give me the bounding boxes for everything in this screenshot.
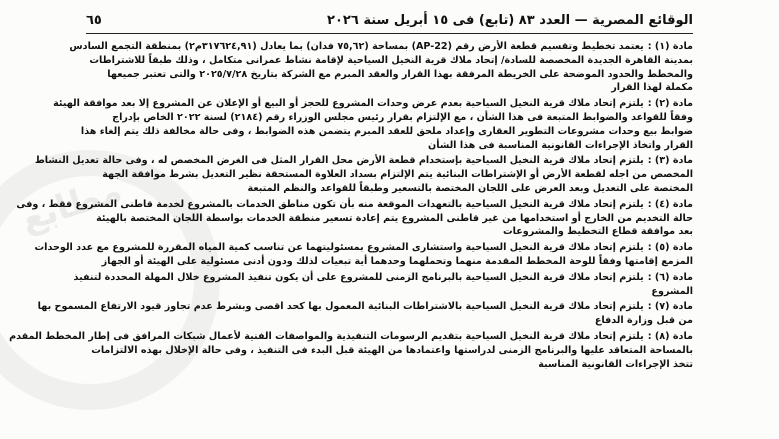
article-line (86, 285, 693, 299)
article-line (80, 125, 693, 139)
article-text: يعتمد تخطيط وتقسيم قطعة الأرض رقم (AP-22) بمساحة (٧٥,٦٢ فدان) بما يعادل (٣١٧٦٢٤,٩١م٢) بمنطقة التجمع السادس (69, 41, 644, 52)
watermark-text: مطابع (16, 170, 127, 240)
article-label: مادة (٨) : (647, 330, 693, 342)
article-line (86, 225, 693, 239)
article-text: من قبل وزارة الدفاع (594, 315, 693, 327)
article-text: بمدينة القاهرة الجديدة المخصصة للسادة/ إتحاد ملاك قرية النخيل السياحية لإقامة نشاط عمرانى متكامل ، وذلك طبقاً للاشتراطات (89, 54, 693, 66)
article-text: المزمع إقامتها وفقاً للوحة المخطط المقدمة منهما وتحملهما وحدهما أية تبعيات لذلك ودون أدنى مسئولية على الهيئة أو الجهاز (101, 255, 693, 267)
page-number: ٦٥ (86, 12, 102, 28)
article-line (86, 81, 693, 95)
page-header (86, 10, 693, 30)
article-line (86, 182, 693, 196)
article-line (86, 54, 693, 68)
article-line (73, 271, 693, 285)
article (69, 40, 693, 95)
article-text: المختصة على التعديل وبعد العرض على اللجان المختصة بالتسعير وطبقاً للقواعد والنظم المتبعة (247, 182, 693, 194)
article-line (86, 139, 693, 153)
header-title: الوقائع المصرية — العدد ٨٣ (تابع) فى ١٥ أبريل سنة ٢٠٢٦ (327, 12, 693, 28)
article-line (86, 314, 693, 328)
article-line (86, 68, 693, 82)
article (9, 330, 693, 371)
article-text: المشروع (651, 285, 693, 297)
article-line (86, 212, 693, 226)
article-line (34, 154, 693, 168)
article-text: المخصص من اجله لقطعة الأرض أو الإشتراطات البنائية يتم الإلتزام بسداد العلاوة المستحقة نظير التعديل بشرط موافقة الجهة (102, 169, 693, 181)
article-text: بعد موافقة قطاع التخطيط والمشروعات (503, 226, 693, 238)
header-rule (86, 33, 693, 34)
article-line (86, 344, 693, 358)
article-text: يلتزم إتحاد ملاك قرية النخيل السياحية بالاشتراطات البنائية المعمول بها كحد اقصى وبشرط عدم تجاوز قيود الارتفاع المسموح بها (37, 301, 644, 313)
article-line (69, 40, 693, 54)
article-line (34, 241, 693, 255)
article-text: والمخطط والحدود الموضحة على الخريطة المرفقة بهذا القرار والعقد المبرم مع الشركة بتاريخ ٢٠٢٥/٧/٢٨ والتى تعتبر جميعها (107, 68, 693, 80)
article-label: مادة (٧) : (647, 301, 693, 313)
article-label: مادة (٦) : (647, 271, 693, 283)
article-text: تتخذ الإجراءات القانونية المناسبة (538, 358, 693, 370)
article-text: يلتزم إتحاد ملاك قرية النخيل السياحية بتقديم الرسومات التنفيذية والمواصفات الفنية لأعمال شبكات المرافق فى إطار المخطط المقدم (9, 330, 644, 342)
article-text: يلتزم إتحاد ملاك قرية النخيل السياحية بعدم عرض وحدات المشروع للحجز أو البيع أو الإعلان عن المشروع إلا بعد موافقة الهيئة (53, 98, 644, 110)
article-text: ضوابط بيع وحدات مشروعات التطوير العقارى وإعداد ملحق للعقد المبرم يتضمن هذه الضوابط ، وفى حالة مخالفة ذلك يتم إلغاء هذا (80, 125, 693, 137)
article-line (86, 168, 693, 182)
article (73, 271, 693, 299)
article-text: يلتزم إتحاد ملاك قرية النخيل السياحية بإستخدام قطعة الأرض محل القرار المثل فى الغرض المخصص له ، وفى حالة تعديل النشاط (34, 155, 644, 167)
article-line (16, 198, 693, 212)
article-text: وفقاً للقواعد والضوابط المتبعة فى هذا الشأن ، مع الإلتزام بقرار رئيس مجلس الوزراء رقم (٢١٨٤) لسنة ٢٠٢٢ الخاص بإدراج (112, 111, 693, 123)
article-label: مادة (٣) : (647, 155, 693, 167)
article-line (9, 330, 693, 344)
article-line (37, 300, 693, 314)
article-text: حالة التخديم من الخارج أو استخدامها من غير قاطنى المشروع يتم إعادة تسعير منطقة الخدمات بواسطة اللجان المختصة بالهيئة (96, 212, 693, 224)
article-line (86, 255, 693, 269)
article-text: يلتزم إتحاد ملاك قرية النخيل السياحية بالبرنامج الزمنى للمشروع على أن يكون تنفيذ المشروع خلال المهلة المحددة لتنفيذ (73, 271, 644, 283)
article-text: مكملة لهذا القرار (611, 82, 693, 94)
article (37, 300, 693, 328)
article-text: يلتزم إتحاد ملاك قرية النخيل السياحية بالتعهدات الموقعة منه بأن تكون مناطق الخدمات بالمشروع لخدمة قاطنى المشروع فقط ، وفى (16, 198, 644, 210)
article-label: مادة (١) : (647, 41, 693, 52)
article-line (86, 111, 693, 125)
article (34, 241, 693, 269)
article-text: يلتزم إتحاد ملاك قرية النخيل السياحية واستشارى المشروع بمسئوليتهما عن تناسب كمية المياه المقررة للمشروع مع عدد الوحدات (34, 242, 644, 254)
article (34, 154, 693, 195)
article-text: بالمساحة المتعاقد عليها والبرنامج الزمنى لدراستها واعتمادها من الهيئة قبل البدء فى التنفيذ ، وفى حالة الإخلال بهذه الالتزامات (91, 344, 693, 356)
article (53, 97, 693, 152)
article-label: مادة (٤) : (647, 198, 693, 210)
article-text: القرار واتخاذ الإجراءات القانونية المناسبة فى هذا الشأن (428, 139, 693, 151)
article-line (86, 358, 693, 372)
article-label: مادة (٥) : (647, 242, 693, 254)
article-label: مادة (٢) : (647, 98, 693, 110)
article-line (53, 97, 693, 111)
